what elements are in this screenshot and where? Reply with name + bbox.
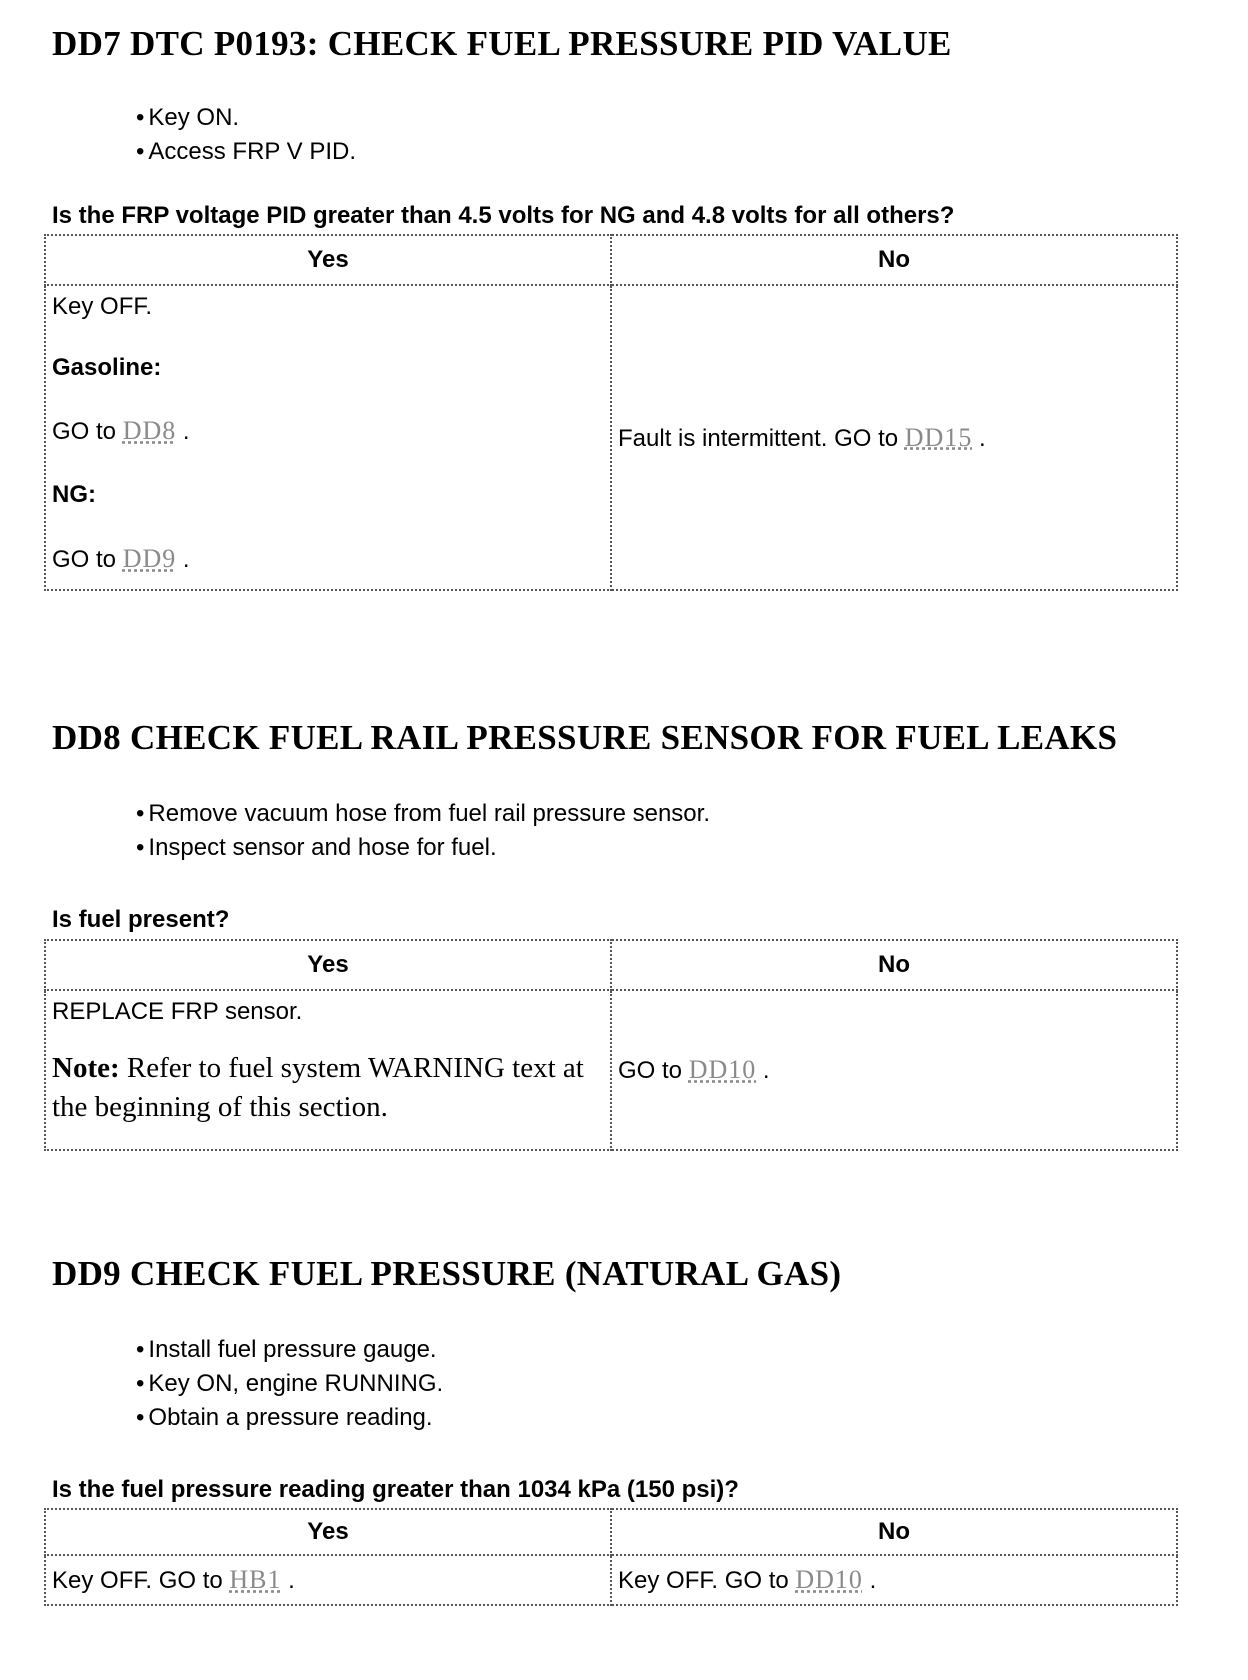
dd7-goto2-prefix: GO to <box>52 546 123 573</box>
dd8-yes-header: Yes <box>45 940 611 990</box>
dd8-yes-replace: REPLACE FRP sensor. <box>52 998 303 1025</box>
link-dd10-b[interactable]: DD10 <box>795 1565 863 1594</box>
dd9-title: DD9 CHECK FUEL PRESSURE (NATURAL GAS) <box>52 1254 842 1293</box>
dd9-answer-table <box>44 1508 1178 1606</box>
dd7-steps <box>136 101 356 169</box>
dd8-title: DD8 CHECK FUEL RAIL PRESSURE SENSOR FOR FUEL LEAKS <box>52 718 1118 757</box>
dd8-no-header: No <box>611 940 1177 990</box>
dd7-yes-ng-label: NG: <box>52 481 96 508</box>
dd9-step-3: • Obtain a pressure reading. <box>136 1401 443 1435</box>
dd9-no-header: No <box>611 1509 1177 1555</box>
dd8-no-cell <box>611 990 1177 1150</box>
dd7-goto1-suffix: . <box>176 418 190 445</box>
dd7-step-1: • Key ON. <box>136 101 356 135</box>
dd9-step-2: • Key ON, engine RUNNING. <box>136 1367 443 1401</box>
dd7-title: DD7 DTC P0193: CHECK FUEL PRESSURE PID VALUE <box>52 24 952 63</box>
dd8-note-label: Note: <box>52 1052 120 1084</box>
link-dd8[interactable]: DD8 <box>122 416 177 445</box>
dd7-yes-key-off: Key OFF. <box>52 293 153 320</box>
dd8-step-1: • Remove vacuum hose from fuel rail pressure sensor. <box>136 797 710 831</box>
dd7-yes-goto-dd9 <box>52 542 604 577</box>
dd8-steps <box>136 797 710 865</box>
dd9-no-cell <box>611 1555 1177 1605</box>
dd8-no-prefix: GO to <box>618 1057 689 1084</box>
dd7-answer-table <box>44 234 1178 591</box>
dd9-yes-header: Yes <box>45 1509 611 1555</box>
dd9-steps <box>136 1333 443 1435</box>
dd8-note-text: Refer to fuel system WARNING text at the beginning of this section. <box>52 1052 584 1123</box>
dd9-yes-cell <box>45 1555 611 1605</box>
dd7-no-prefix: Fault is intermittent. GO to <box>618 424 905 452</box>
dd7-question: Is the FRP voltage PID greater than 4.5 volts for NG and 4.8 volts for all others? <box>52 202 955 229</box>
dd8-step-2: • Inspect sensor and hose for fuel. <box>136 831 710 865</box>
dd7-goto2-suffix: . <box>176 546 190 573</box>
dd7-yes-header: Yes <box>45 235 611 285</box>
dd9-yes-suffix: . <box>281 1567 295 1594</box>
dd7-goto1-prefix: GO to <box>52 418 123 445</box>
link-dd9[interactable]: DD9 <box>122 544 177 573</box>
dd9-step-1: • Install fuel pressure gauge. <box>136 1333 443 1367</box>
link-hb1[interactable]: HB1 <box>229 1565 282 1594</box>
dd7-yes-cell <box>45 285 611 590</box>
dd7-yes-gasoline-label: Gasoline: <box>52 354 162 381</box>
dd7-step-2: • Access FRP V PID. <box>136 135 356 169</box>
dd9-no-prefix: Key OFF. GO to <box>618 1567 796 1594</box>
dd9-yes-prefix: Key OFF. GO to <box>52 1567 230 1594</box>
link-dd10[interactable]: DD10 <box>688 1055 757 1084</box>
dd8-note <box>52 1049 604 1127</box>
dd9-no-suffix: . <box>862 1567 877 1594</box>
dd7-no-header: No <box>611 235 1177 285</box>
dd9-question: Is the fuel pressure reading greater than 1034 kPa (150 psi)? <box>52 1476 739 1503</box>
dd8-no-suffix: . <box>756 1057 770 1084</box>
dd8-answer-table <box>44 939 1178 1151</box>
link-dd15[interactable]: DD15 <box>904 422 973 452</box>
dd7-no-suffix: . <box>972 424 986 452</box>
dd7-no-cell <box>611 285 1177 590</box>
dd8-yes-cell <box>45 990 611 1150</box>
dd7-yes-goto-dd8 <box>52 414 604 449</box>
dd8-question: Is fuel present? <box>52 906 230 933</box>
